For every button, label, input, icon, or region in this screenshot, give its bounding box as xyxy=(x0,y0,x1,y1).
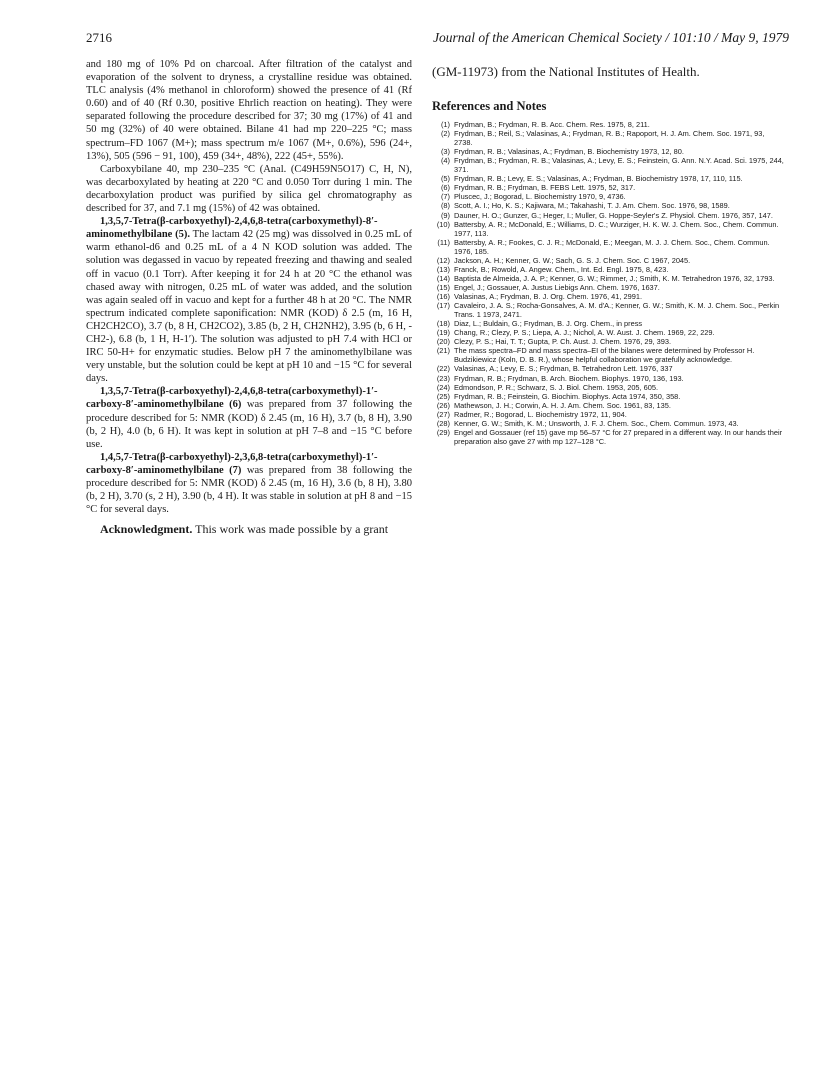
references-list xyxy=(432,121,784,447)
reference-text: Diaz, L.; Buldain, G.; Frydman, B. J. Org. Chem., in press xyxy=(454,319,643,329)
acknowledgment-continued: (GM-11973) from the National Institutes of Health. xyxy=(432,64,700,79)
page-number: 2716 xyxy=(86,30,112,45)
reference-number: (3) xyxy=(440,147,450,157)
paragraph-lead: 1,3,5,7-Tetra(β-carboxyethyl)-2,4,6,8-tetra(carboxymethyl)-8′-aminomethylbilane (5). xyxy=(86,216,378,241)
reference-text: Engel, J.; Gossauer, A. Justus Liebigs Ann. Chem. 1976, 1637. xyxy=(454,282,660,292)
reference-text: Edmondson, P. R.; Schwarz, S. J. Biol. Chem. 1953, 205, 605. xyxy=(454,382,659,392)
reference-number: (18) xyxy=(436,319,450,329)
reference-text: Cavaleiro, J. A. S.; Rocha-Gonsalves, A. M. d'A.; Kenner, G. W.; Smith, K. M. J. Chem. Soc., Perkin Trans. 1 1973, 2471. xyxy=(454,301,780,320)
reference-number: (15) xyxy=(436,282,450,292)
paragraph-text: and 180 mg of 10% Pd on charcoal. After filtration of the catalyst and evaporation of the solvent to dryness, a crystalline residue was obtained. TLC analysis (4% methanol in chloroform) showed the presence of 41 (Rf 0.60) and of 40 (Rf 0.30, positive Ehrlich reaction on heating). They were separated following the procedure described for 37; 30 mg (17%) of 41 and 50 mg (32%) of 40 were obtained. Bilane 41 had mp 220–225 °C; mass spectrum–FD 1067 (M+); mass spectrum m/e 1067 (M+, 0.6%), 596 (24+, 13%), 505 (596 − 91, 100), 459 (34+, 48%), 222 (45+, 55%). xyxy=(86,59,412,162)
reference-text: Valasinas, A.; Levy, E. S.; Frydman, B. Tetrahedron Lett. 1976, 337 xyxy=(454,364,673,374)
reference-item xyxy=(432,302,784,320)
reference-text: Battersby, A. R.; McDonald, E.; Williams, D. C.; Wurziger, H. K. W. J. Chem. Soc., Chem. Commun. 1977, 113. xyxy=(454,219,779,238)
paragraph xyxy=(86,385,412,450)
reference-text: Mathewson, J. H.; Corwin, A. H. J. Am. Chem. Soc. 1961, 83, 135. xyxy=(454,400,671,410)
reference-item xyxy=(432,347,784,365)
paragraph xyxy=(86,215,412,385)
reference-number: (14) xyxy=(436,273,450,283)
reference-text: Radmer, R.; Bogorad, L. Biochemistry 1972, 11, 904. xyxy=(454,409,627,419)
reference-number: (20) xyxy=(436,337,450,347)
reference-text: Dauner, H. O.; Gunzer, G.; Heger, I.; Muller, G. Hoppe-Seyler's Z. Physiol. Chem. 1976, 357, 147. xyxy=(454,210,773,220)
reference-number: (17) xyxy=(436,301,450,311)
reference-text: Battersby, A. R.; Fookes, C. J. R.; McDonald, E.; Meegan, M. J. J. Chem. Soc., Chem. Commun. 1976, 185. xyxy=(454,237,770,256)
reference-text: Frydman, R. B.; Frydman, B. FEBS Lett. 1975, 52, 317. xyxy=(454,183,636,193)
paragraph xyxy=(86,163,412,215)
acknowledgment-text: This work was made possible by a grant xyxy=(192,522,389,537)
reference-text: Frydman, R. B.; Frydman, B. Arch. Biochem. Biophys. 1970, 136, 193. xyxy=(454,373,684,383)
reference-item xyxy=(432,239,784,257)
reference-item xyxy=(432,429,784,447)
left-column xyxy=(86,58,412,536)
reference-text: Valasinas, A.; Frydman, B. J. Org. Chem. 1976, 41, 2991. xyxy=(454,292,643,302)
paragraph-text: was prepared from 38 following the procedure described for 5: NMR (KOD) δ 2.45 (m, 16 H), 3.6 (b, 8 H), 3.80 (b, 2 H), 3.70 (s, 2 H), 3.90 (b, 4 H). It was stable in solution at pH 8 and −15 °C for several days. xyxy=(86,464,412,516)
reference-number: (26) xyxy=(436,400,450,410)
reference-text: Baptista de Almeida, J. A. P.; Kenner, G. W.; Rimmer, J.; Smith, K. M. Tetrahedron 1976, 32, 1793. xyxy=(454,273,775,283)
reference-number: (21) xyxy=(436,346,450,356)
reference-text: Frydman, R. B.; Levy, E. S.; Valasinas, A.; Frydman, B. Biochemistry 1978, 17, 110, 115. xyxy=(454,174,743,184)
reference-text: Franck, B.; Rowold, A. Angew. Chem., Int. Ed. Engl. 1975, 8, 423. xyxy=(454,264,669,274)
acknowledgment-label: Acknowledgment. xyxy=(100,522,193,537)
journal-citation: Journal of the American Chemical Society / 101:10 / May 9, 1979 xyxy=(433,30,789,45)
reference-text: Frydman, R. B.; Valasinas, A.; Frydman, B. Biochemistry 1973, 12, 80. xyxy=(454,147,684,157)
reference-number: (4) xyxy=(440,156,450,166)
reference-item xyxy=(432,365,784,374)
reference-text: Frydman, B.; Reil, S.; Valasinas, A.; Frydman, R. B.; Rapoport, H. J. Am. Chem. Soc. 1971, 93, 2738. xyxy=(454,129,765,147)
reference-text: Scott, A. I.; Ho, K. S.; Kajiwara, M.; Takahashi, T. J. Am. Chem. Soc. 1976, 98, 1589. xyxy=(454,201,730,211)
reference-number: (7) xyxy=(440,192,450,202)
reference-text: Clezy, P. S.; Hai, T. T.; Gupta, P. Ch. Aust. J. Chem. 1976, 29, 393. xyxy=(454,337,672,347)
reference-item xyxy=(432,130,784,148)
reference-number: (19) xyxy=(436,328,450,338)
reference-number: (23) xyxy=(436,373,450,383)
acknowledgment xyxy=(86,522,412,536)
reference-item xyxy=(432,221,784,239)
reference-number: (9) xyxy=(440,210,450,220)
reference-number: (25) xyxy=(436,391,450,401)
reference-number: (11) xyxy=(437,237,450,247)
reference-text: Frydman, R. B.; Feinstein, G. Biochim. Biophys. Acta 1974, 350, 358. xyxy=(454,391,681,401)
reference-number: (2) xyxy=(440,129,450,139)
paragraph xyxy=(86,451,412,516)
reference-number: (1) xyxy=(440,120,450,129)
reference-number: (12) xyxy=(436,255,450,265)
reference-text: Frydman, B.; Frydman, R. B.; Valasinas, A.; Levy, E. S.; Feinstein, G. Ann. N.Y. Acad. Sci. 1975, 244, 371. xyxy=(454,156,784,175)
reference-number: (5) xyxy=(440,174,450,184)
paragraph-text: The lactam 42 (25 mg) was dissolved in 0.25 mL of warm ethanol-d6 and 0.25 mL of a 4 N KOD solution was added. The solution was degassed in vacuo by repeated freezing and thawing and sealed off in vacuo (0.1 Torr). After keeping it for 24 h at 20 °C the ethanol was chased away with nitrogen, 0.25 mL of water was added, and the solution was again sealed off in vacuo and kept for a further 48 h at 20 °C. The NMR spectrum indicated complete saponification: NMR (KOD) δ 2.5 (m, 16 H, CH2CH2CO), 3.7 (b, 8 H, CH2CO2), 3.85 (b, 2 H, CH2NH2), 3.95 (b, 6 H, -CH2-), 6.8 (b, 1 H, H-1′). The solution was adjusted to pH 7.4 with HCl or IRC 50-H+ for enzymatic studies. Below pH 7 the aminomethylbilane was very unstable, but the solution could be kept at pH 10 and −15 °C for several days. xyxy=(86,229,412,385)
paragraph-text: was prepared from 37 following the procedure described for 5: NMR (KOD) δ 2.45 (m, 16 H), 3.7 (b, 8 H), 3.90 (b, 2 H), 4.0 (b, 6 H). It was kept in solution at pH 7–8 and −15 °C before use. xyxy=(86,399,412,450)
paragraph-lead: 1,4,5,7-Tetra(β-carboxyethyl)-2,3,6,8-tetra(carboxymethyl)-1′-carboxy-8′-aminomethylbilane (7) xyxy=(86,451,378,476)
reference-text: Pluscec, J.; Bogorad, L. Biochemistry 1970, 9, 4736. xyxy=(454,192,626,202)
reference-text: Kenner, G. W.; Smith, K. M.; Unsworth, J. F. J. Chem. Soc., Chem. Commun. 1973, 43. xyxy=(454,418,739,428)
reference-number: (27) xyxy=(436,409,450,419)
reference-text: Jackson, A. H.; Kenner, G. W.; Sach, G. S. J. Chem. Soc. C 1967, 2045. xyxy=(454,255,691,265)
reference-number: (6) xyxy=(440,183,450,193)
running-head xyxy=(86,30,789,46)
reference-text: The mass spectra–FD and mass spectra–EI of the bilanes were determined by Professor H. Budzikiewicz (Koln, D. B. R.), whose helpful collaboration we gratefully acknowledge. xyxy=(454,346,755,365)
reference-number: (10) xyxy=(436,219,450,229)
reference-number: (28) xyxy=(436,418,450,428)
reference-number: (24) xyxy=(436,382,450,392)
paragraph-text: Carboxybilane 40, mp 230–235 °C (Anal. (C49H59N5O17) C, H, N), was decarboxylated by heating at 220 °C and 0.050 Torr during 1 min. The decarboxylation product was purified by silica gel chromatography as described for 37, and 7.1 mg (15%) of 42 was obtained. xyxy=(86,163,412,215)
paragraph-lead: 1,3,5,7-Tetra(β-carboxyethyl)-2,4,6,8-tetra(carboxymethyl)-1′-carboxy-8′-aminomethylbilane (6) xyxy=(86,386,378,411)
references-heading: References and Notes xyxy=(432,99,547,113)
reference-text: Frydman, B.; Frydman, R. B. Acc. Chem. Res. 1975, 8, 211. xyxy=(454,120,650,129)
reference-text: Engel and Gossauer (ref 15) gave mp 56–57 °C for 27 prepared in a different way. In our hands their preparation also gave 27 with mp 127–128 °C. xyxy=(454,428,783,446)
reference-number: (22) xyxy=(436,364,450,374)
reference-item xyxy=(432,157,784,175)
reference-text: Chang, R.; Clezy, P. S.; Liepa, A. J.; Nichol, A. W. Aust. J. Chem. 1969, 22, 229. xyxy=(454,328,715,338)
reference-number: (13) xyxy=(436,264,450,274)
reference-number: (29) xyxy=(436,428,450,438)
reference-number: (16) xyxy=(436,292,450,302)
paragraph xyxy=(86,58,412,163)
reference-number: (8) xyxy=(440,201,450,211)
